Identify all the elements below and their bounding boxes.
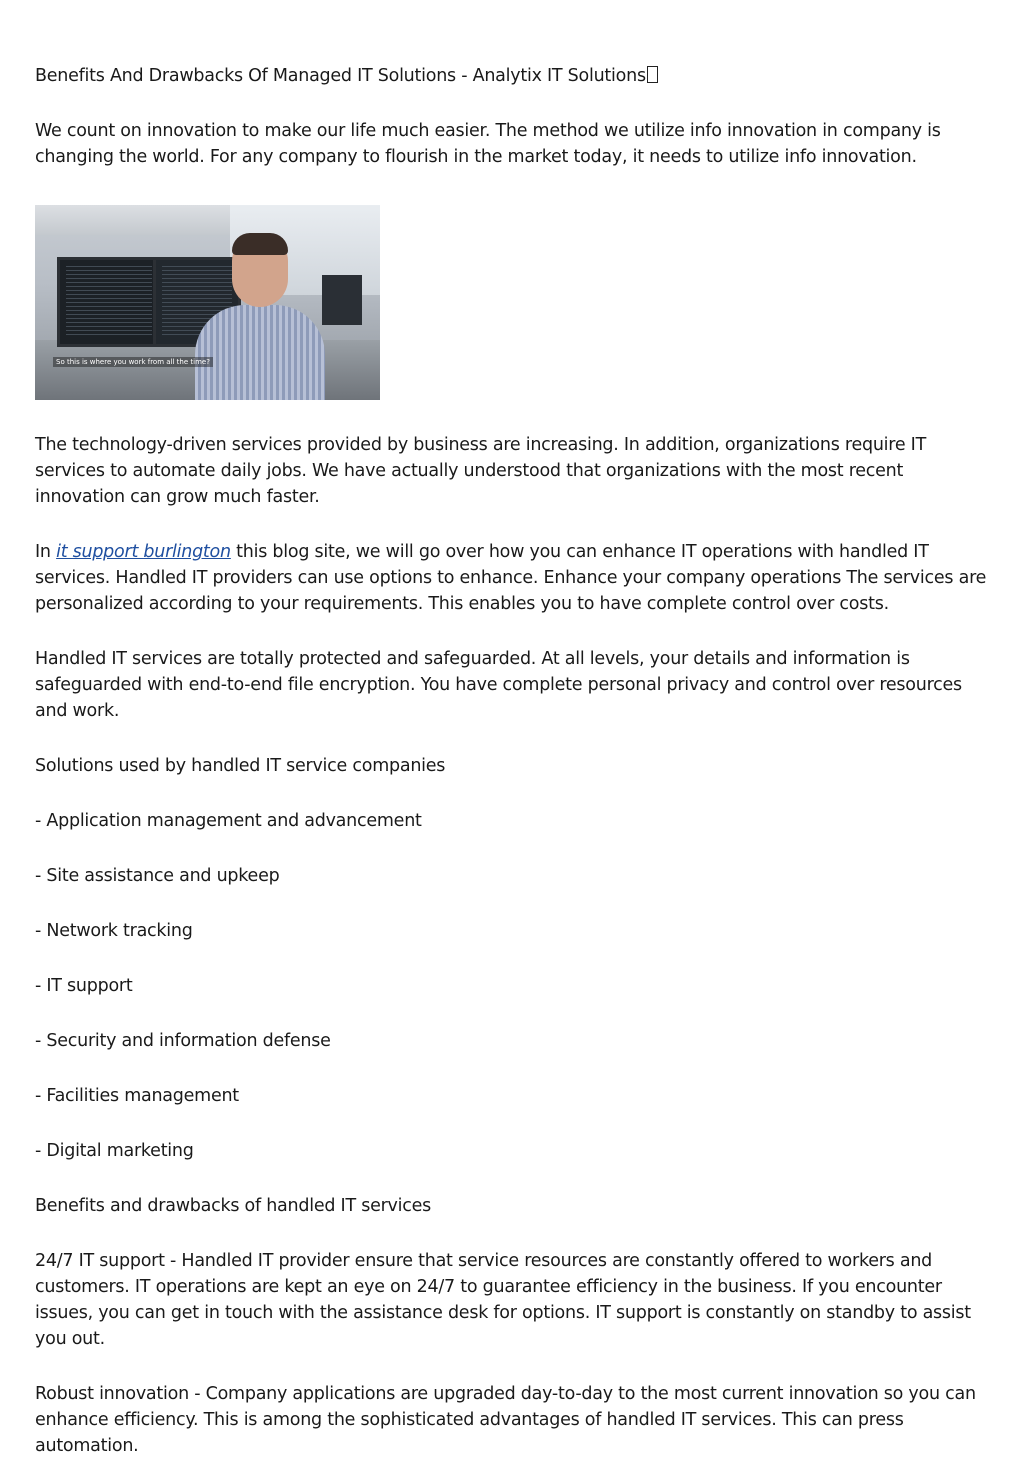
person-graphic [195, 305, 325, 400]
it-support-link[interactable]: it support burlington [56, 542, 231, 562]
paragraph-technology: The technology-driven services provided by business are increasing. In addition, organizations require IT services to automate daily jobs. We have actually understood that organizations with the most recent innovation can grow much faster. [35, 435, 927, 507]
list-item: - Network tracking [35, 921, 193, 941]
document-body [35, 63, 995, 1459]
paragraph-security: Handled IT services are totally protected and safeguarded. At all levels, your details and information is safeguarded with end-to-end file encryption. You have complete personal privacy and control over resources and work. [35, 649, 962, 721]
video-caption: So this is where you work from all the time? [53, 357, 213, 367]
page-title [35, 63, 995, 89]
paragraph-support: 24/7 IT support - Handled IT provider ensure that service resources are constantly offered to workers and customers. IT operations are kept an eye on 24/7 to guarantee efficiency in the business. If you encounter issues, you can get in touch with the assistance desk for options. IT support is constantly on standby to assist you out. [35, 1251, 971, 1349]
missing-glyph-icon [647, 66, 658, 83]
intro-paragraph: We count on innovation to make our life much easier. The method we utilize info innovation in company is changing the world. For any company to flourish in the market today, it needs to utilize info innovation. [35, 121, 941, 167]
list-item: - Facilities management [35, 1086, 239, 1106]
list-item: - Digital marketing [35, 1141, 194, 1161]
benefits-heading: Benefits and drawbacks of handled IT services [35, 1196, 432, 1216]
office-photo [35, 205, 380, 400]
page-title-text: Benefits And Drawbacks Of Managed IT Solutions - Analytix IT Solutions [35, 66, 646, 86]
list-item: - IT support [35, 976, 133, 996]
monitor-graphic [322, 275, 362, 325]
paragraph-innovation: Robust innovation - Company applications are upgraded day-to-day to the most current innovation so you can enhance efficiency. This is among the sophisticated advantages of handled IT services. This can press automation. [35, 1384, 976, 1456]
list-item: - Application management and advancement [35, 811, 422, 831]
solutions-heading: Solutions used by handled IT service companies [35, 756, 446, 776]
list-item: - Security and information defense [35, 1031, 331, 1051]
list-item: - Site assistance and upkeep [35, 866, 280, 886]
paragraph-blog: In it support burlington this blog site, we will go over how you can enhance IT operations with handled IT services. Handled IT providers can use options to enhance. Enhance your company operations The services are personalized according to your requirements. This enables you to have complete control over costs. [35, 542, 987, 614]
monitor-graphic [57, 257, 161, 347]
